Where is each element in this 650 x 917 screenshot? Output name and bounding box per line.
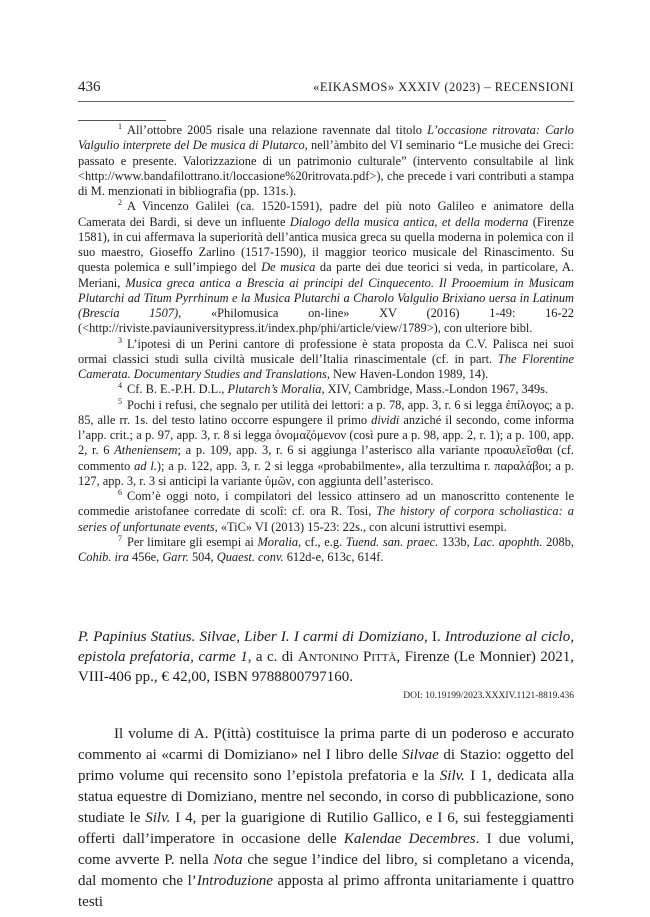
footnote-text [78,123,574,198]
footnote-number: 7 [118,533,122,543]
footnote [78,535,574,566]
italic-text: Moralia [257,534,299,549]
footnote-number: 1 [118,122,122,131]
italic-text: Nota [213,852,243,868]
footnote-number: 5 [118,396,122,406]
text-run: 208b, [542,534,574,549]
footnote [78,398,574,490]
footnote-text [78,337,574,382]
footnote-text [78,535,574,564]
italic-text: dividi [371,412,400,427]
italic-text: ad l. [134,458,157,473]
text-run: , nell’àmbito del VI seminario “Le musiche dei Greci: passato e presente. Valorizzazione di un patrimonio culturale” (intervento consultabile al link <http://www.bandafilottrano.it/loccasione%20ritrovata.pdf>), che precede i vari contributi a stampa di M. menzionati in bibliografia (pp. 131s.). [78,138,574,198]
footnote-text [78,398,574,488]
italic-text: Lac. apophth. [473,534,543,549]
text-run: , cf., e.g. [298,534,346,549]
body-paragraph [78,724,574,913]
italic-text: The history of corpora scholiastica: a series of unfortunate events [78,504,575,534]
footnote [78,489,574,535]
italic-text: Silv. [145,810,171,826]
footnote-number: 3 [118,335,122,345]
review-citation [78,627,574,687]
text-run: , New Haven-London 1989, 14). [326,367,489,381]
text-run: (Firenze 1581), in cui affermava la superiorità dell’antica musica greca su quella moderna in polemica con il suo maestro, Gioseffo Zarlino (1517-1590), il maggior teorico musicale del Rinascimento. Su questa polemica e sull’impiego del [78,214,574,275]
review-body [78,724,574,913]
text-run: 504, [188,550,217,564]
footnote-number: 2 [118,198,122,208]
footnote-text [78,489,574,534]
text-run: , «Philomusica on-line» XV (2016) 1-49: 16-22 (<http://riviste.paviauniversitypress.it/index.php/phi/article/view/1789>), con ulteriore bibl. [78,306,574,336]
italic-text: Musica greca antica a Brescia ai principi del Cinquecento. Il Prooemium in Musicam Plutarchi ad Titum Pyrrhinum e la Musica Plutarchi a Charolo Valgulio Brixiano uersa in Latinum (Brescia 1507) [78,275,574,320]
text-run: 612d-e, 613c, 614f. [283,550,384,564]
text-run: Com’è oggi noto, i compilatori del lessico attinsero ad un manoscritto contenente le commedie aristofanee corredate di scolî: cf. ora R. Tosi, [78,489,574,519]
footnote [78,199,574,336]
italic-text: L’occasione ritrovata: Carlo Valgulio interprete del De musica di Plutarco [78,123,574,153]
italic-text: Kalendae Decembres [343,831,476,847]
italic-text: Introduzione [196,873,273,889]
italic-text: Quaest. conv. [216,550,284,564]
text-run: All’ottobre 2005 risale una relazione ravennate dal titolo [127,123,428,137]
italic-text: Silv. [439,768,465,784]
italic-text: Cohib. ira [78,550,129,564]
italic-text: De musica [261,260,316,275]
text-run: Cf. B. E.-P.H. D.L., [127,382,228,397]
text-run: ); a p. 122, app. 3, r. 2 si legga «probabilmente», alla terzultima r. παραλάβοι; a p. 127, app. 3, r. 3 si anticipi la variante ὑμῶν, con aggiunta dell’asterisco. [78,458,575,488]
header-rule [78,101,574,102]
text-run: anziché il secondo, come informa l’app. crit.; a p. 97, app. 3, r. 8 si legga ὀνομαζόμενον (così pure a p. 98, app. 2, r. 1); a p. 100, app. 2, r. 6 [78,412,574,458]
italic-text: Tuend. san. praec. [345,534,439,549]
doi-line: DOI: 10.19199/2023.XXXIV.1121-8819.436 [403,691,574,701]
text-run: A Vincenzo Galilei (ca. 1520-1591), padre del più noto Galileo e animatore della Camerata dei Bardi, si deve un influente [78,199,574,229]
footnotes [78,123,574,565]
italic-text: Garr. [162,550,189,564]
italic-text: Dialogo della musica antica, et della moderna [289,214,529,229]
footnote-text [78,199,574,335]
italic-text: Silvae [402,747,439,763]
footnote-number: 6 [118,488,122,497]
text-run: , XIV, Cambridge, Mass.-London 1967, 349s. [321,382,549,397]
text-run: I 4, per la guarigione di Rutilio Gallico, e I 6, sui festeggiamenti offerti dall’imperatore in occasione delle [78,810,575,847]
footnote-text [127,382,548,396]
italic-text: Introduzione al ciclo, epistola prefatoria, carme 1 [78,629,574,665]
running-head: «EIKASMOS» XXXIV (2023) – RECENSIONI [313,80,574,94]
text-run: I 1, dedicata alla statua equestre di Domiziano, mentre nel secondo, in corso di pubblicazione, sono studiate le [78,768,574,826]
text-run: 456e, [128,550,163,564]
text-run: Pochi i refusi, che segnalo per utilità dei lettori: a p. 78, app. 3, r. 6 si legga ἐπίλογος; a p. 85, alle rr. 1s. del testo latino occorre espungere il primo [78,397,574,427]
text-run: , «TiC» VI (2013) 15-23: 22s., con alcuni istruttivi esempi. [214,519,507,534]
page-header [78,79,574,101]
text-run: , I. [423,629,445,645]
italic-text: P. Papinius Statius. Silvae, Liber I. I carmi di Domiziano [78,629,424,645]
footnote [78,123,574,199]
italic-text: Atheniensem [114,443,178,458]
text-run: . I due volumi, come avverte P. nella [78,831,575,868]
text-run: da parte dei due teorici si veda, in particolare, A. Meriani, [78,260,574,290]
text-run: L’ipotesi di un Perini cantore di professione è stata proposta da C.V. Palisca nei suoi ormai classici studi sulla civiltà musicale dell’Italia rinascimentale (cf. in part. [78,336,574,366]
author-name: Antonino Pittà [297,649,397,665]
footnote-rule [78,120,166,121]
text-run: apposta al primo affronta unitariamente i quattro testi [78,873,575,910]
footnote [78,337,574,383]
italic-text: The Florentine Camerata. Documentary Studies and Translations [78,351,575,381]
footnote-number: 4 [118,381,122,391]
text-run: che segue l’indice del libro, si completano a vicenda, dal momento che l’ [78,852,575,889]
text-run: Il volume di A. P(ittà) costituisce la prima parte di un poderoso e accurato commento ai «carmi di Domiziano» nel I libro delle [78,726,574,763]
text-run: , a c. di [247,649,298,665]
page-number: 436 [78,79,101,95]
text-run: , Firenze (Le Monnier) 2021, VIII-406 pp., € 42,00, ISBN 9788800797160. [78,649,575,685]
text-run: ; a p. 109, app. 3, r. 6 si aggiunga l’asterisco alla variante προαυλεῖσθαι (cf. commento [78,443,574,473]
text-run: Per limitare gli esempi ai [127,534,258,549]
text-run: di Stazio: oggetto del primo volume qui recensito sono l’epistola prefatoria e la [78,747,574,784]
text-run: 133b, [438,534,474,549]
footnote [78,382,574,397]
review-section [78,627,574,913]
italic-text: Plutarch’s Moralia [227,382,322,397]
